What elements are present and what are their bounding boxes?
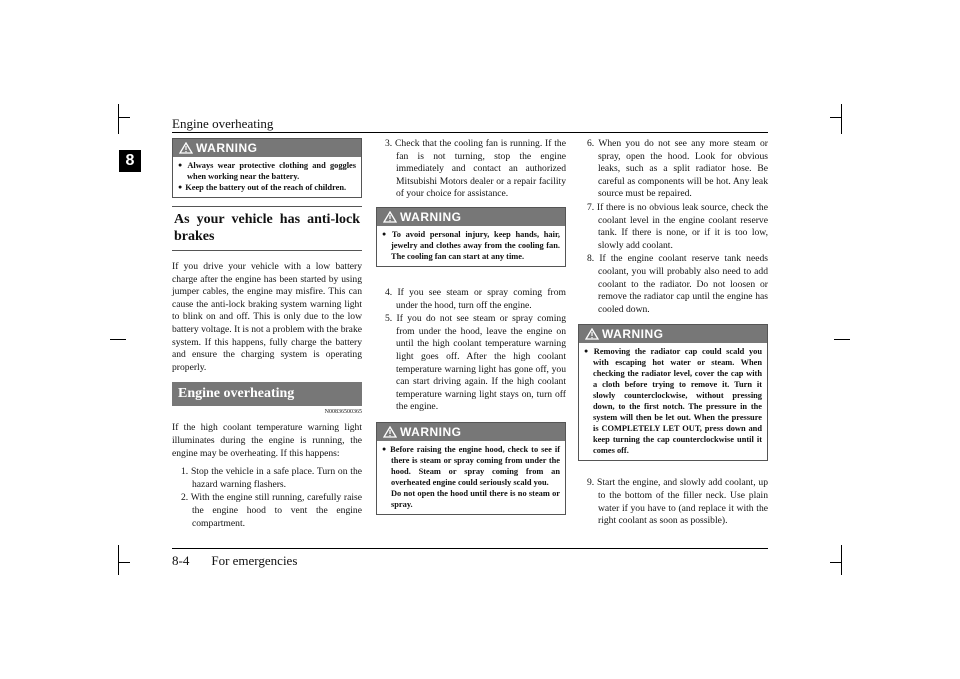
document-code: N00836500365 — [324, 409, 362, 416]
chapter-tab: 8 — [119, 150, 141, 172]
warning-triangle-icon — [383, 426, 397, 438]
warning-header — [579, 325, 767, 343]
crop-mark — [830, 562, 842, 563]
warning-label: WARNING — [602, 327, 664, 342]
crop-mark — [841, 104, 842, 134]
warning-body — [377, 226, 565, 266]
step-item: 9. Start the engine, and slowly add coolant, up to the bottom of the filler neck. Use plain water if you have to (and replace it with the right coolant as soon as possible). — [587, 477, 768, 527]
warning-bullet: ● Before raising the engine hood, check to see if there is steam or spray coming from under the hood. Steam or spray coming from an overheated engine could seriously scald you. — [382, 444, 560, 488]
crop-mark — [110, 339, 126, 340]
page-number: 8-4 — [172, 553, 190, 568]
step-item: 8. If the engine coolant reserve tank needs coolant, you will probably also need to add coolant to the radiator. Do not loosen or remove the radiator cap until the engine has cooled down. — [587, 253, 768, 315]
header-rule — [172, 132, 768, 133]
warning-header — [377, 208, 565, 226]
column-1 — [172, 138, 362, 531]
warning-box — [172, 138, 362, 198]
warning-label: WARNING — [400, 209, 462, 224]
column-2 — [376, 138, 566, 523]
step-item: 5. If you do not see steam or spray coming from under the hood, leave the engine on until the high coolant temperature warning light goes off. After the high coolant temperature warning light has gone off, you can start driving again. If the high coolant temperature warning light stays on, turn off the engine. — [385, 313, 566, 413]
step-item: 1. Stop the vehicle in a safe place. Turn on the hazard warning flashers. — [181, 466, 362, 490]
crop-mark — [118, 117, 130, 118]
section-title: Engine overheating — [172, 382, 362, 406]
warning-header — [173, 139, 361, 157]
body-paragraph: If the high coolant temperature warning light illuminates during the engine is running, the engine may be overheating. If this happens: — [172, 422, 362, 459]
section-title: As your vehicle has anti-lock brakes — [172, 206, 362, 251]
warning-bullet: ● To avoid personal injury, keep hands, hair, jewelry and clothes away from the cooling fan. The cooling fan can start at any time. — [382, 229, 560, 262]
warning-box — [578, 324, 768, 461]
warning-header — [377, 423, 565, 441]
step-item: 7. If there is no obvious leak source, check the coolant level in the engine coolant reserve tank. If there is none, or if it is too low, slowly add coolant. — [587, 201, 768, 251]
page-footer — [172, 553, 319, 569]
footer-section: For emergencies — [211, 553, 298, 568]
crop-mark — [830, 117, 842, 118]
warning-triangle-icon — [585, 328, 599, 340]
step-item: 2. With the engine still running, carefully raise the engine hood to vent the engine compartment. — [181, 492, 362, 529]
body-paragraph: If you drive your vehicle with a low battery charge after the engine has been started by using jumper cables, the engine may misfire. This can cause the anti-lock braking system warning light to blink on and off. This is only due to the low battery voltage. It is not a problem with the brake system. If this happens, fully charge the battery and ensure the charging system is operating properly. — [172, 261, 362, 373]
step-item: 6. When you do not see any more steam or spray, open the hood. Look for obvious leaks, such as a split radiator hose. Be careful as components will be hot. Any leak source must be repaired. — [587, 138, 768, 200]
step-item: 4. If you see steam or spray coming from under the hood, turn off the engine. — [385, 286, 566, 311]
page-header-title: Engine overheating — [172, 116, 274, 131]
warning-body — [377, 441, 565, 514]
warning-label: WARNING — [400, 424, 462, 439]
warning-text: Do not open the hood until there is no steam or spray. — [391, 488, 560, 509]
crop-mark — [118, 104, 119, 134]
crop-mark — [118, 562, 130, 563]
warning-bullet: ● Always wear protective clothing and goggles when working near the battery. — [178, 160, 356, 182]
crop-mark — [834, 339, 850, 340]
warning-body — [173, 157, 361, 197]
step-item: 3. Check that the cooling fan is running. If the fan is not turning, stop the engine immediately and contact an authorized Mitsubishi Motors dealer or a repair facility of your choice for assistance. — [385, 138, 566, 200]
warning-bullet: ● Keep the battery out of the reach of children. — [178, 182, 356, 193]
warning-triangle-icon — [383, 211, 397, 223]
warning-box — [376, 422, 566, 515]
warning-label: WARNING — [196, 140, 258, 155]
crop-mark — [841, 545, 842, 575]
warning-triangle-icon — [179, 142, 193, 154]
warning-box — [376, 207, 566, 267]
column-3 — [578, 138, 768, 529]
footer-rule — [172, 548, 768, 549]
crop-mark — [118, 545, 119, 575]
warning-body — [579, 343, 767, 460]
warning-bullet: ● Removing the radiator cap could scald you with escaping hot water or steam. When checking the radiator level, cover the cap with a cloth before trying to remove it. Turn it slowly counterclockwise, without pressing down, to the first notch. The pressure in the system will then be let out. When the pressure is COMPLETELY LET OUT, press down and keep turning the cap counterclockwise until it comes off. — [584, 346, 762, 456]
